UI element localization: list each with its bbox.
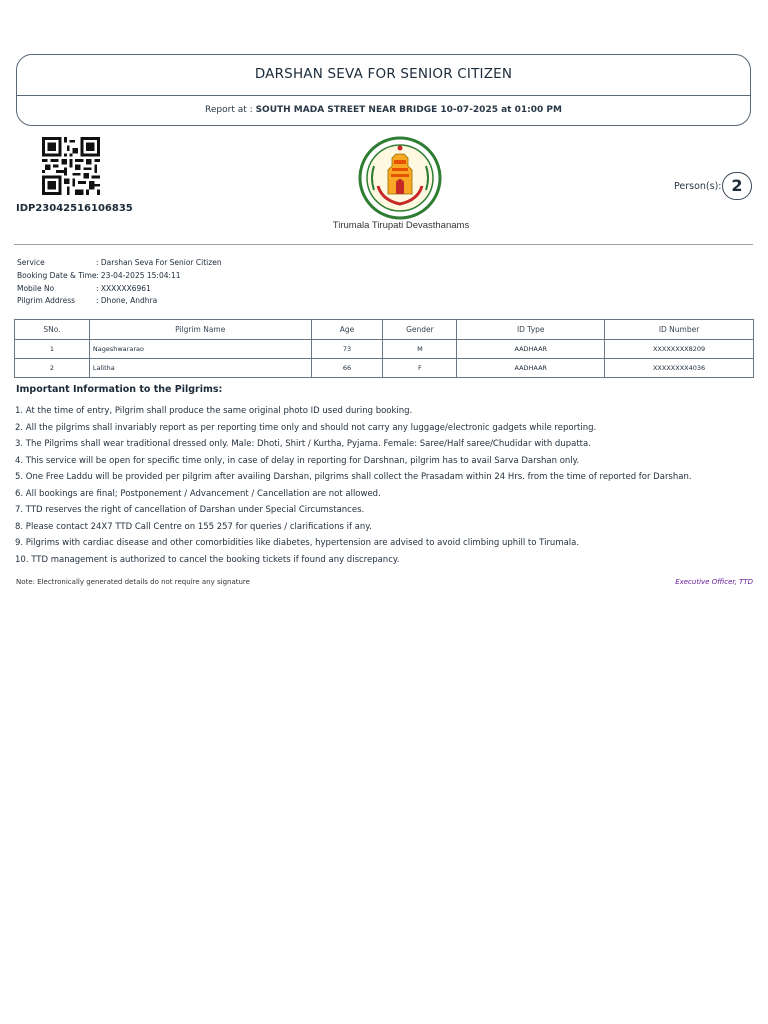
info-item: 7. TTD reserves the right of cancellation of Darshan under Special Circumstances. (15, 505, 365, 515)
detail-label: Service (17, 258, 45, 267)
info-item: 5. One Free Laddu will be provided per pilgrim after availing Darshan, pilgrims shall collect the Prasadam within 24 Hrs. from the time of reported for Darshan. (15, 472, 692, 482)
cell-gender: F (383, 359, 457, 378)
table-row (15, 340, 754, 359)
cell-age: 73 (311, 340, 383, 359)
detail-value: : XXXXXX6961 (96, 283, 151, 293)
info-item: 2. All the pilgrims shall invariably report as per reporting time only and should not carry any luggage/electronic gadgets while reporting. (15, 422, 597, 433)
persons-count-badge: 2 (722, 172, 752, 200)
info-item: 6. All bookings are final; Postponement / Advancement / Cancellation are not allowed. (15, 488, 381, 499)
header-divider (17, 95, 750, 96)
cell-id-number: XXXXXXXX4036 (605, 359, 754, 378)
booking-id: IDP23042516106835 (16, 203, 133, 214)
pilgrims-table (14, 319, 754, 378)
cell-name: Lalitha (89, 359, 311, 378)
info-list (15, 405, 692, 570)
signature-label: Executive Officer, TTD (675, 578, 753, 586)
footer-note: Note: Electronically generated details do not require any signature (16, 578, 250, 586)
detail-label: Mobile No (17, 283, 55, 293)
report-prefix: Report at : (205, 105, 253, 115)
ttd-seal-logo (358, 136, 442, 220)
info-item: 3. The Pilgrims shall wear traditional dressed only. Male: Dhoti, Shirt / Kurtha, Pyjama. Female: Saree/Half saree/Chudidar with dupatta. (15, 439, 591, 449)
column-header-name: Pilgrim Name (89, 320, 311, 340)
column-header-id-type: ID Type (457, 320, 605, 340)
detail-row-booking-date (17, 270, 222, 283)
cell-gender: M (383, 340, 457, 359)
table-row (15, 359, 754, 378)
cell-sno: 2 (15, 359, 90, 378)
column-header-gender: Gender (383, 320, 457, 340)
column-header-sno: SNo. (15, 320, 90, 340)
cell-id-number: XXXXXXXX8209 (605, 340, 754, 359)
cell-id-type: AADHAAR (457, 359, 605, 378)
detail-value: : Darshan Seva For Senior Citizen (96, 258, 222, 267)
table-header-row (15, 320, 754, 340)
detail-value: : Dhone, Andhra (96, 296, 158, 306)
info-heading: Important Information to the Pilgrims: (16, 384, 223, 395)
column-header-id-number: ID Number (605, 320, 754, 340)
report-line (17, 105, 750, 115)
detail-label: Booking Date & Time (17, 270, 97, 280)
detail-row-address (17, 295, 222, 308)
cell-sno: 1 (15, 340, 90, 359)
detail-row-service (17, 257, 222, 270)
page-title: DARSHAN SEVA FOR SENIOR CITIZEN (254, 66, 513, 82)
info-item: 9. Pilgrims with cardiac disease and other comorbidities like diabetes, hypertension are advised to avoid climbing uphill to Tirumala. (15, 538, 580, 548)
cell-age: 66 (311, 359, 383, 378)
section-divider (14, 244, 753, 245)
qr-code-icon (40, 137, 102, 195)
info-item: 10. TTD management is authorized to cancel the booking tickets if found any discrepancy. (15, 554, 400, 565)
header-box (16, 54, 751, 126)
persons-label: Person(s): (674, 181, 722, 192)
column-header-age: Age (311, 320, 383, 340)
org-name: Tirumala Tirupati Devasthanams (332, 220, 470, 231)
booking-details (17, 257, 222, 308)
info-item: 8. Please contact 24X7 TTD Call Centre on 155 257 for queries / clarifications if any. (15, 521, 372, 532)
detail-row-mobile (17, 283, 222, 296)
cell-id-type: AADHAAR (457, 340, 605, 359)
info-item: 4. This service will be open for specific time only, in case of delay in reporting for Darshnan, pilgrim has to avail Sarva Darshan only. (15, 455, 580, 466)
info-item: 1. At the time of entry, Pilgrim shall produce the same original photo ID used during booking. (15, 406, 413, 416)
detail-label: Pilgrim Address (17, 296, 76, 306)
report-value: SOUTH MADA STREET NEAR BRIDGE 10-07-2025 at 01:00 PM (255, 105, 562, 115)
detail-value: : 23-04-2025 15:04:11 (96, 270, 181, 280)
cell-name: Nageshwararao (89, 340, 311, 359)
